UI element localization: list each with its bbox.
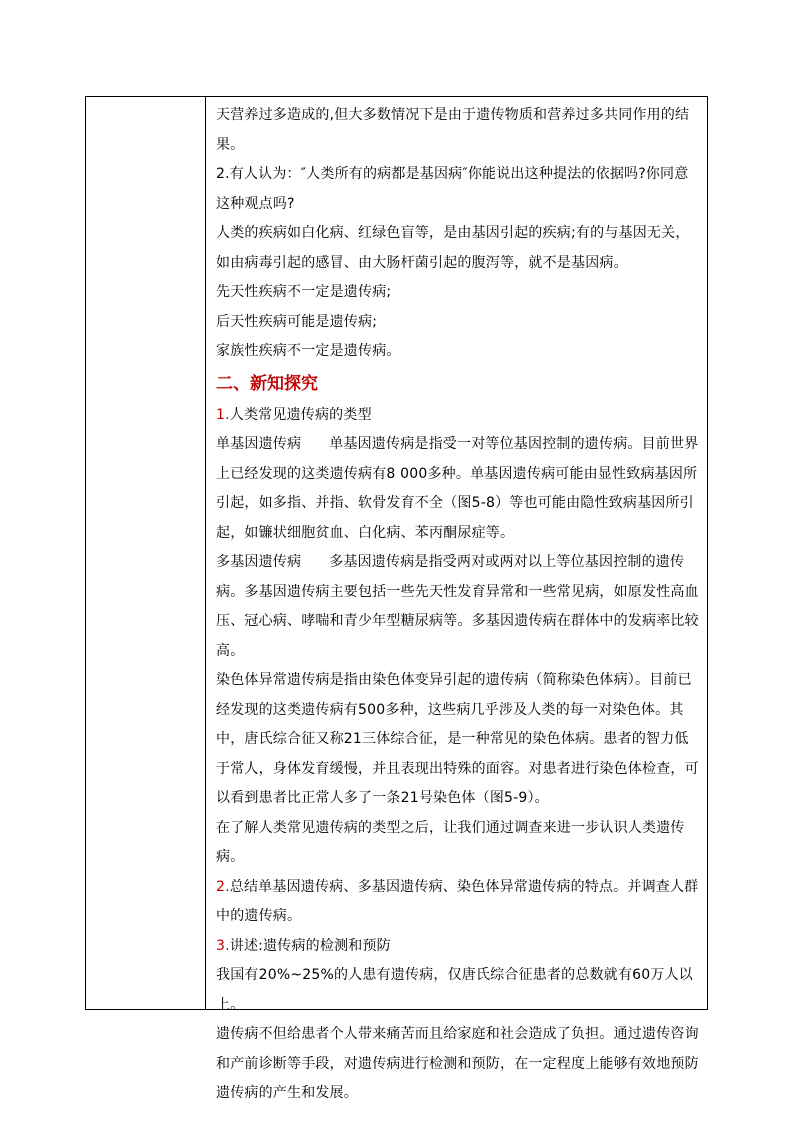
final-paragraph: 遗传病不但给患者个人带来痛苦而且给家庭和社会造成了负担。通过遗传咨询和产前诊断等手段，对遗传病进行检测和预防，在一定程度上能够有效地预防遗传病的产生和发展。 xyxy=(216,1026,699,1101)
section-1-number: 1. xyxy=(216,406,230,423)
section-2-number: 2. xyxy=(216,878,230,895)
section-1-label: 人类常见遗传病的类型 xyxy=(229,406,372,423)
paragraph: 后天性疾病可能是遗传病; xyxy=(216,313,378,330)
section-1-title xyxy=(216,401,701,431)
paragraph: 天营养过多造成的,但大多数情况下是由于遗传物质和营养过多共同作用的结果。 xyxy=(216,107,690,153)
section-2-text: 总结单基因遗传病、多基因遗传病、染色体异常遗传病的特点。并调查人群中的遗传病。 xyxy=(216,878,699,924)
table-left-cell xyxy=(86,97,206,1009)
lesson-table xyxy=(85,96,708,1101)
multi-gene-text: 多基因遗传病是指受两对或两对以上等位基因控制的遗传病。多基因遗传病主要包括一些先天性发育异常和一些常见病，如原发性高血压、冠心病、哮喘和青少年型糖尿病等。多基因遗传病在群体中的发病率比较高。 xyxy=(216,554,699,659)
section-2-paragraph xyxy=(216,873,701,932)
section-3-number: 3. xyxy=(216,937,230,954)
single-gene-paragraph xyxy=(216,430,701,548)
multi-gene-paragraph xyxy=(216,548,701,666)
chromosome-paragraph: 染色体异常遗传病是指由染色体变异引起的遗传病（简称染色体病）。目前已经发现的这类遗传病有500多种，这些病几乎涉及人类的每一对染色体。其中，唐氏综合征又称21三体综合征，是一种常见的染色体病。患者的智力低于常人，身体发育缓慢，并且表现出特殊的面容。对患者进行染色体检查，可以看到患者比正常人多了一条21号染色体（图5-9）。 xyxy=(216,672,699,806)
single-gene-term: 单基因遗传病 xyxy=(216,436,302,452)
stats-paragraph: 我国有20%~25%的人患有遗传病，仅唐氏综合征患者的总数就有60万人以上。 xyxy=(216,967,693,1013)
section-3-label: 讲述:遗传病的检测和预防 xyxy=(229,937,391,954)
paragraph: 家族性疾病不一定是遗传病。 xyxy=(216,343,401,359)
transition-paragraph: 在了解人类常见遗传病的类型之后，让我们通过调查来进一步认识人类遗传病。 xyxy=(216,819,685,865)
multi-gene-term: 多基因遗传病 xyxy=(216,554,302,570)
table-content-cell xyxy=(207,97,707,1101)
section-3-title xyxy=(216,932,701,962)
paragraph: 先天性疾病不一定是遗传病; xyxy=(216,284,392,300)
single-gene-text: 单基因遗传病是指受一对等位基因控制的遗传病。目前世界上已经发现的这类遗传病有8 000多种。单基因遗传病可能由显性致病基因所引起，如多指、并指、软骨发育不全（图5-8）等也可能由隐性致病基因所引起，如镰状细胞贫血、白化病、苯丙酮尿症等。 xyxy=(216,436,699,541)
question-paragraph: 2.有人认为：″人类所有的病都是基因病″你能说出这种提法的依据吗?你同意这种观点吗? xyxy=(216,166,689,212)
answer-paragraph: 人类的疾病如白化病、红绿色盲等，是由基因引起的疾病;有的与基因无关，如由病毒引起的感冒、由大肠杆菌引起的腹泻等，就不是基因病。 xyxy=(216,225,690,271)
section-heading: 二、新知探究 xyxy=(216,373,318,394)
